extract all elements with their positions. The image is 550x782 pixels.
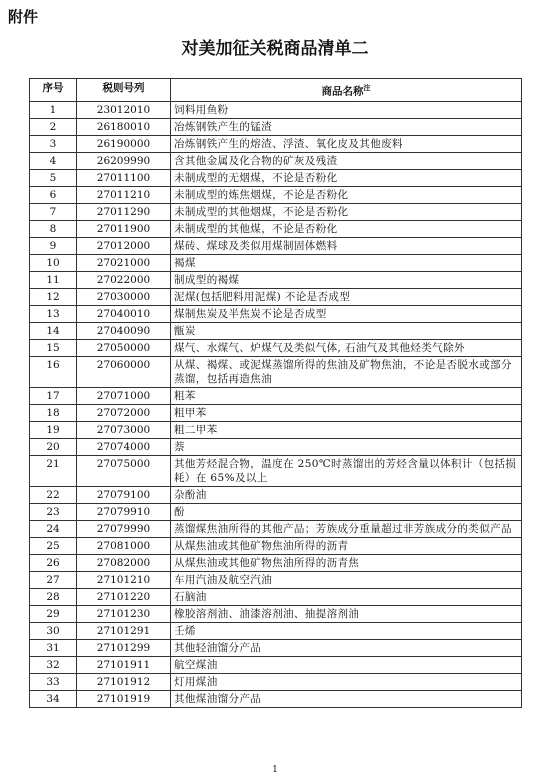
row-serial-number: 21 bbox=[30, 455, 77, 486]
row-tariff-code: 27040090 bbox=[77, 322, 171, 339]
row-serial-number: 1 bbox=[30, 101, 77, 118]
table-row bbox=[30, 356, 522, 387]
row-serial-number: 24 bbox=[30, 520, 77, 537]
row-serial-number: 14 bbox=[30, 322, 77, 339]
row-tariff-code: 27050000 bbox=[77, 339, 171, 356]
row-product-name: 航空煤油 bbox=[171, 656, 522, 673]
table-row bbox=[30, 186, 522, 203]
tariff-list-table bbox=[29, 78, 522, 708]
row-tariff-code: 27012000 bbox=[77, 237, 171, 254]
row-product-name: 冶炼钢铁产生的锰渣 bbox=[171, 118, 522, 135]
header-product-name bbox=[171, 79, 522, 102]
row-product-name: 甑炭 bbox=[171, 322, 522, 339]
table-row bbox=[30, 554, 522, 571]
row-serial-number: 12 bbox=[30, 288, 77, 305]
header-tariff-code: 税则号列 bbox=[77, 79, 171, 102]
table-row bbox=[30, 605, 522, 622]
row-tariff-code: 27072000 bbox=[77, 404, 171, 421]
attachment-label: 附件 bbox=[8, 8, 39, 26]
row-serial-number: 3 bbox=[30, 135, 77, 152]
table-row bbox=[30, 152, 522, 169]
row-product-name: 制成型的褐煤 bbox=[171, 271, 522, 288]
row-serial-number: 11 bbox=[30, 271, 77, 288]
table-row bbox=[30, 237, 522, 254]
table-row bbox=[30, 387, 522, 404]
row-tariff-code: 27011210 bbox=[77, 186, 171, 203]
table-row bbox=[30, 271, 522, 288]
row-product-name: 粗甲苯 bbox=[171, 404, 522, 421]
row-tariff-code: 27101299 bbox=[77, 639, 171, 656]
row-tariff-code: 27101912 bbox=[77, 673, 171, 690]
table-row bbox=[30, 220, 522, 237]
row-product-name: 其他芳烃混合物，温度在 250℃时蒸馏出的芳烃含量以体积计（包括损耗）在 65%及以上 bbox=[171, 455, 522, 486]
row-serial-number: 4 bbox=[30, 152, 77, 169]
footnote-mark: 注 bbox=[363, 84, 371, 92]
row-serial-number: 16 bbox=[30, 356, 77, 387]
page-number: 1 bbox=[272, 765, 278, 775]
row-serial-number: 10 bbox=[30, 254, 77, 271]
document-title: 对美加征关税商品清单二 bbox=[181, 39, 369, 59]
row-serial-number: 33 bbox=[30, 673, 77, 690]
table-row bbox=[30, 101, 522, 118]
row-tariff-code: 27101220 bbox=[77, 588, 171, 605]
row-product-name: 壬烯 bbox=[171, 622, 522, 639]
row-product-name: 从煤、褐煤、或泥煤蒸馏所得的焦油及矿物焦油，不论是否脱水或部分蒸馏，包括再造焦油 bbox=[171, 356, 522, 387]
row-tariff-code: 27075000 bbox=[77, 455, 171, 486]
row-product-name: 橡胶溶剂油、油漆溶剂油、抽提溶剂油 bbox=[171, 605, 522, 622]
row-tariff-code: 27101291 bbox=[77, 622, 171, 639]
row-serial-number: 28 bbox=[30, 588, 77, 605]
row-product-name: 褐煤 bbox=[171, 254, 522, 271]
row-serial-number: 29 bbox=[30, 605, 77, 622]
table-row bbox=[30, 135, 522, 152]
row-tariff-code: 27071000 bbox=[77, 387, 171, 404]
row-tariff-code: 27030000 bbox=[77, 288, 171, 305]
row-tariff-code: 27079100 bbox=[77, 486, 171, 503]
row-product-name: 酚 bbox=[171, 503, 522, 520]
table-row bbox=[30, 288, 522, 305]
row-product-name: 萘 bbox=[171, 438, 522, 455]
table-row bbox=[30, 254, 522, 271]
row-tariff-code: 26180010 bbox=[77, 118, 171, 135]
row-tariff-code: 27079910 bbox=[77, 503, 171, 520]
table-row bbox=[30, 537, 522, 554]
row-product-name: 未制成型的炼焦烟煤，不论是否粉化 bbox=[171, 186, 522, 203]
row-product-name: 其他煤油馏分产品 bbox=[171, 690, 522, 707]
row-tariff-code: 27074000 bbox=[77, 438, 171, 455]
row-tariff-code: 27021000 bbox=[77, 254, 171, 271]
row-product-name: 石脑油 bbox=[171, 588, 522, 605]
row-serial-number: 2 bbox=[30, 118, 77, 135]
row-serial-number: 5 bbox=[30, 169, 77, 186]
row-product-name: 从煤焦油或其他矿物焦油所得的沥青 bbox=[171, 537, 522, 554]
row-product-name: 粗苯 bbox=[171, 387, 522, 404]
row-product-name: 其他轻油馏分产品 bbox=[171, 639, 522, 656]
header-serial-number: 序号 bbox=[30, 79, 77, 102]
row-serial-number: 26 bbox=[30, 554, 77, 571]
row-product-name: 从煤焦油或其他矿物焦油所得的沥青焦 bbox=[171, 554, 522, 571]
row-tariff-code: 27082000 bbox=[77, 554, 171, 571]
row-tariff-code: 27079990 bbox=[77, 520, 171, 537]
row-tariff-code: 27040010 bbox=[77, 305, 171, 322]
row-serial-number: 23 bbox=[30, 503, 77, 520]
table-row bbox=[30, 203, 522, 220]
row-serial-number: 19 bbox=[30, 421, 77, 438]
row-product-name: 饲料用鱼粉 bbox=[171, 101, 522, 118]
row-serial-number: 8 bbox=[30, 220, 77, 237]
row-serial-number: 18 bbox=[30, 404, 77, 421]
row-serial-number: 31 bbox=[30, 639, 77, 656]
row-serial-number: 34 bbox=[30, 690, 77, 707]
row-product-name: 杂酚油 bbox=[171, 486, 522, 503]
row-product-name: 车用汽油及航空汽油 bbox=[171, 571, 522, 588]
row-tariff-code: 26190000 bbox=[77, 135, 171, 152]
row-product-name: 灯用煤油 bbox=[171, 673, 522, 690]
row-product-name: 未制成型的其他煤，不论是否粉化 bbox=[171, 220, 522, 237]
row-tariff-code: 23012010 bbox=[77, 101, 171, 118]
table-row bbox=[30, 169, 522, 186]
row-tariff-code: 26209990 bbox=[77, 152, 171, 169]
table-row bbox=[30, 639, 522, 656]
row-product-name: 煤气、水煤气、炉煤气及类似气体, 石油气及其他烃类气除外 bbox=[171, 339, 522, 356]
row-tariff-code: 27101210 bbox=[77, 571, 171, 588]
table-row bbox=[30, 455, 522, 486]
table-row bbox=[30, 421, 522, 438]
row-product-name: 蒸馏煤焦油所得的其他产品；芳族成分重量超过非芳族成分的类似产品 bbox=[171, 520, 522, 537]
row-serial-number: 9 bbox=[30, 237, 77, 254]
table-row bbox=[30, 404, 522, 421]
table-row bbox=[30, 520, 522, 537]
row-serial-number: 27 bbox=[30, 571, 77, 588]
row-product-name: 未制成型的其他烟煤，不论是否粉化 bbox=[171, 203, 522, 220]
row-product-name: 泥煤(包括肥料用泥煤) 不论是否成型 bbox=[171, 288, 522, 305]
row-tariff-code: 27011100 bbox=[77, 169, 171, 186]
row-serial-number: 15 bbox=[30, 339, 77, 356]
table-row bbox=[30, 305, 522, 322]
header-product-name-text: 商品名称 bbox=[321, 85, 364, 98]
row-serial-number: 6 bbox=[30, 186, 77, 203]
table-row bbox=[30, 118, 522, 135]
table-row bbox=[30, 339, 522, 356]
row-tariff-code: 27101911 bbox=[77, 656, 171, 673]
row-tariff-code: 27073000 bbox=[77, 421, 171, 438]
table-row bbox=[30, 486, 522, 503]
table-header-row bbox=[30, 79, 522, 102]
table-row bbox=[30, 673, 522, 690]
row-product-name: 粗二甲苯 bbox=[171, 421, 522, 438]
row-product-name: 未制成型的无烟煤，不论是否粉化 bbox=[171, 169, 522, 186]
row-product-name: 煤砖、煤球及类似用煤制固体燃料 bbox=[171, 237, 522, 254]
row-tariff-code: 27022000 bbox=[77, 271, 171, 288]
table-row bbox=[30, 322, 522, 339]
row-serial-number: 25 bbox=[30, 537, 77, 554]
row-serial-number: 7 bbox=[30, 203, 77, 220]
table-row bbox=[30, 588, 522, 605]
row-tariff-code: 27101230 bbox=[77, 605, 171, 622]
table-row bbox=[30, 438, 522, 455]
row-tariff-code: 27011900 bbox=[77, 220, 171, 237]
row-product-name: 煤制焦炭及半焦炭不论是否成型 bbox=[171, 305, 522, 322]
row-tariff-code: 27011290 bbox=[77, 203, 171, 220]
row-serial-number: 22 bbox=[30, 486, 77, 503]
table-row bbox=[30, 690, 522, 707]
row-tariff-code: 27081000 bbox=[77, 537, 171, 554]
row-serial-number: 13 bbox=[30, 305, 77, 322]
row-tariff-code: 27101919 bbox=[77, 690, 171, 707]
row-product-name: 含其他金属及化合物的矿灰及残渣 bbox=[171, 152, 522, 169]
table-row bbox=[30, 571, 522, 588]
row-serial-number: 32 bbox=[30, 656, 77, 673]
row-serial-number: 17 bbox=[30, 387, 77, 404]
row-serial-number: 30 bbox=[30, 622, 77, 639]
row-tariff-code: 27060000 bbox=[77, 356, 171, 387]
table-row bbox=[30, 622, 522, 639]
table-row bbox=[30, 503, 522, 520]
row-serial-number: 20 bbox=[30, 438, 77, 455]
table-row bbox=[30, 656, 522, 673]
row-product-name: 冶炼钢铁产生的熔渣、浮渣、氧化皮及其他废料 bbox=[171, 135, 522, 152]
